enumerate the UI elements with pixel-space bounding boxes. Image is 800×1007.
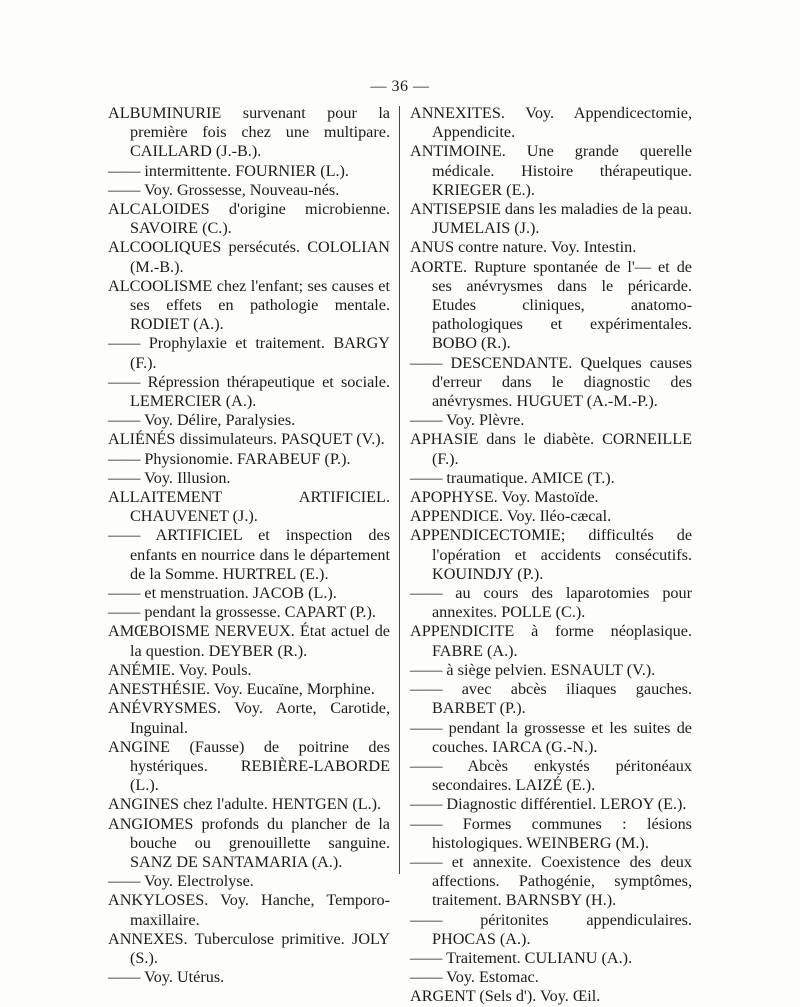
page-number: — 36 — bbox=[370, 78, 430, 95]
index-entry: APPENDICE. Voy. Iléo-cæcal. bbox=[410, 507, 612, 526]
index-entry: APPENDICITE à forme néoplasique. FABRE (A.). bbox=[410, 622, 692, 660]
index-entry: —— Formes communes : lésions histologiques. WEINBERG (M.). bbox=[410, 814, 692, 852]
index-entry: —— Voy. Grossesse, Nouveau-nés. bbox=[108, 180, 340, 199]
index-entry: ANTISEPSIE dans les maladies de la peau. JUMELAIS (J.). bbox=[410, 200, 692, 238]
index-entry: AMŒBOISME NERVEUX. État actuel de la question. DEYBER (R.). bbox=[108, 622, 390, 660]
right-column bbox=[410, 104, 692, 1007]
index-entry: ALCOOLIQUES persécutés. COLOLIAN (M.-B.). bbox=[108, 238, 390, 276]
index-entry: ANÉVRYSMES. Voy. Aorte, Carotide, Inguinal. bbox=[108, 699, 390, 737]
index-entry: —— et annexite. Coexistence des deux affections. Pathogénie, symptômes, traitement. BARNSBY (H.). bbox=[410, 852, 692, 910]
index-entry: ANUS contre nature. Voy. Intestin. bbox=[410, 238, 637, 257]
index-entry: ALIÉNÉS dissimulateurs. PASQUET (V.). bbox=[108, 430, 385, 449]
index-entry: APHASIE dans le diabète. CORNEILLE (F.). bbox=[410, 430, 692, 468]
index-entry: —— Voy. Plèvre. bbox=[410, 411, 525, 430]
index-entry: —— et menstruation. JACOB (L.). bbox=[108, 584, 337, 603]
index-entry: —— pendant la grossesse. CAPART (P.). bbox=[108, 603, 376, 622]
index-entry: ANESTHÉSIE. Voy. Eucaïne, Morphine. bbox=[108, 680, 375, 699]
index-entry: —— DESCENDANTE. Quelques causes d'erreur dans le diagnostic des anévrysmes. HUGUET (A.-M.-P.). bbox=[410, 353, 692, 411]
index-entry: —— Physionomie. FARABEUF (P.). bbox=[108, 449, 351, 468]
index-entry: —— Diagnostic différentiel. LEROY (E.). bbox=[410, 795, 687, 814]
index-entry: —— traumatique. AMICE (T.). bbox=[410, 468, 615, 487]
index-entry: APOPHYSE. Voy. Mastoïde. bbox=[410, 488, 599, 507]
left-column bbox=[108, 104, 390, 987]
index-entry: AORTE. Rupture spontanée de l'— et de ses anévrysmes dans le péricarde. Etudes cliniques, anatomo-pathologiques et expérimentales. BOBO (R.). bbox=[410, 257, 692, 353]
index-entry: ANNEXITES. Voy. Appendicectomie, Appendicite. bbox=[410, 104, 692, 142]
index-entry: —— Voy. Utérus. bbox=[108, 968, 225, 987]
index-entry: —— au cours des laparotomies pour annexites. POLLE (C.). bbox=[410, 584, 692, 622]
index-entry: ANGINES chez l'adulte. HENTGEN (L.). bbox=[108, 795, 382, 814]
index-entry: ALCOOLISME chez l'enfant; ses causes et ses effets en pathologie mentale. RODIET (A.). bbox=[108, 276, 390, 334]
index-entry: ANGINE (Fausse) de poitrine des hystériques. REBIÈRE-LABORDE (L.). bbox=[108, 737, 390, 795]
index-entry: —— à siège pelvien. ESNAULT (V.). bbox=[410, 660, 656, 679]
index-entry: —— Abcès enkystés péritonéaux secondaires. LAIZÉ (E.). bbox=[410, 756, 692, 795]
index-entry: —— Traitement. CULIANU (A.). bbox=[410, 948, 633, 967]
index-entry: ANGIOMES profonds du plancher de la bouche ou grenouillette sanguine. SANZ DE SANTAMARIA (A.). bbox=[108, 814, 390, 871]
index-entry: ALCALOIDES d'origine microbienne. SAVOIRE (C.). bbox=[108, 200, 390, 238]
index-entry: —— avec abcès iliaques gauches. BARBET (P.). bbox=[410, 680, 692, 718]
index-entry: ANTIMOINE. Une grande querelle médicale. Histoire thérapeutique. KRIEGER (E.). bbox=[410, 142, 692, 199]
index-entry: ALBUMINURIE survenant pour la première fois chez une multipare. CAILLARD (J.-B.). bbox=[108, 104, 390, 161]
index-entry: —— ARTIFICIEL et inspection des enfants en nourrice dans le département de la Somme. HURTREL (E.). bbox=[108, 526, 390, 583]
index-entry: —— Voy. Illusion. bbox=[108, 468, 231, 487]
index-entry: —— pendant la grossesse et les suites de couches. IARCA (G.-N.). bbox=[410, 718, 692, 756]
index-entry: —— intermittente. FOURNIER (L.). bbox=[108, 161, 349, 180]
index-entry: APPENDICECTOMIE; difficultés de l'opération et accidents consécutifs. KOUINDJY (P.). bbox=[410, 526, 692, 583]
index-entry: ANNEXES. Tuberculose primitive. JOLY (S.). bbox=[108, 929, 390, 967]
index-entry: —— Voy. Estomac. bbox=[410, 968, 539, 987]
index-entry: —— Répression thérapeutique et sociale. LEMERCIER (A.). bbox=[108, 372, 390, 411]
index-entry: —— Voy. Délire, Paralysies. bbox=[108, 411, 296, 430]
column-divider bbox=[399, 106, 400, 874]
index-entry: ANKYLOSES. Voy. Hanche, Temporo-maxillaire. bbox=[108, 891, 390, 929]
index-entry: ANÉMIE. Voy. Pouls. bbox=[108, 660, 252, 679]
index-entry: ALLAITEMENT ARTIFICIEL. CHAUVENET (J.). bbox=[108, 488, 390, 526]
index-entry: —— péritonites appendiculaires. PHOCAS (A.). bbox=[410, 910, 692, 948]
index-entry: —— Prophylaxie et traitement. BARGY (F.). bbox=[108, 334, 390, 372]
index-entry: —— Voy. Electrolyse. bbox=[108, 872, 254, 891]
index-entry: ARGENT (Sels d'). Voy. Œil. bbox=[410, 987, 601, 1006]
